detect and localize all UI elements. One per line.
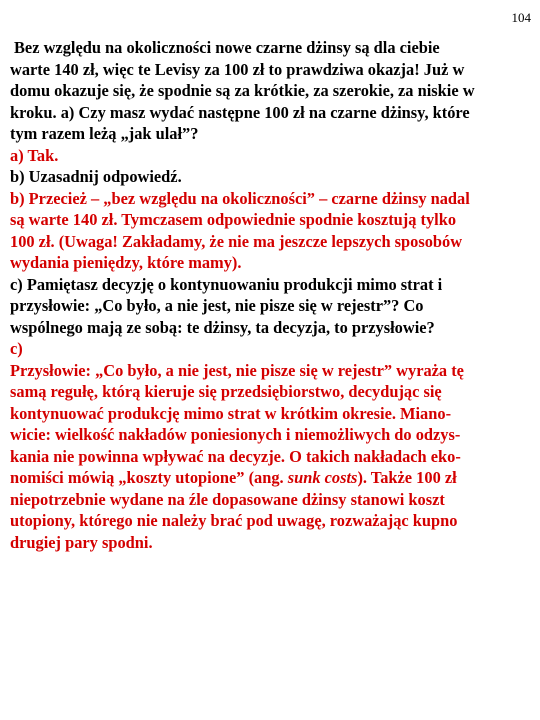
answer-c-line: drugiej pary spodni. (10, 532, 153, 552)
question-b: b) Uzasadnij odpowiedź. (10, 167, 182, 186)
answer-c-label: c) (10, 339, 23, 358)
sunk-costs-term: sunk costs (287, 468, 358, 487)
answer-a: a) Tak. (10, 145, 59, 165)
answer-c-line: utopiony, którego nie należy brać pod uwagę, rozważając kupno (10, 511, 458, 530)
scenario-line: kroku. a) Czy masz wydać następne 100 zł na czarne dżinsy, które (10, 102, 470, 122)
answer-b-line: wydania pieniędzy, które mamy). (10, 253, 242, 272)
answer-c-line: Przysłowie: „Co było, a nie jest, nie pisze się w rejestr” wyraża tę (10, 360, 464, 380)
answer-c-line: samą regułę, którą kieruje się przedsiębiorstwo, decydując się (10, 382, 442, 401)
answer-b-line: są warte 140 zł. Tymczasem odpowiednie spodnie kosztują tylko (10, 210, 457, 229)
question-c-line: c) Pamiętasz decyzję o kontynuowaniu produkcji mimo strat i (10, 274, 443, 294)
scenario-line: domu okazuje się, że spodnie są za krótkie, za szerokie, za niskie w (10, 81, 475, 100)
document-body (10, 37, 532, 553)
answer-b-line: b) Przecież – „bez względu na okoliczności” – czarne dżinsy nadal (10, 188, 470, 208)
scenario-line: warte 140 zł, więc te Levisy za 100 zł to prawdziwa okazja! Już w (10, 59, 465, 79)
page-number: 104 (511, 10, 531, 25)
answer-c-line: kania nie powinna wpływać na decyzje. O takich nakładach eko- (10, 446, 461, 466)
scenario-line: tym razem leżą „jak ulał”? (10, 124, 199, 143)
scenario-line: Bez względu na okoliczności nowe czarne dżinsy są dla ciebie (14, 38, 440, 57)
answer-c-line: wicie: wielkość nakładów poniesionych i niemożliwych do odzys- (10, 425, 461, 444)
question-c-line: przysłowie: „Co było, a nie jest, nie pisze się w rejestr”? Co (10, 296, 424, 315)
answer-c-sunk-costs-line (10, 467, 532, 489)
sunk-line-prefix: nomiści mówią „koszty utopione” (ang. (10, 468, 288, 487)
answer-c-line: kontynuować produkcję mimo strat w krótkim okresie. Miano- (10, 403, 452, 423)
sunk-line-suffix: ). Także 100 zł (357, 468, 457, 487)
answer-b-line: 100 zł. (Uwaga! Zakładamy, że nie ma jeszcze lepszych sposobów (10, 231, 463, 251)
question-c-line: wspólnego mają ze sobą: te dżinsy, ta decyzja, to przysłowie? (10, 317, 435, 337)
answer-c-line: niepotrzebnie wydane na źle dopasowane dżinsy stanowi koszt (10, 489, 445, 509)
